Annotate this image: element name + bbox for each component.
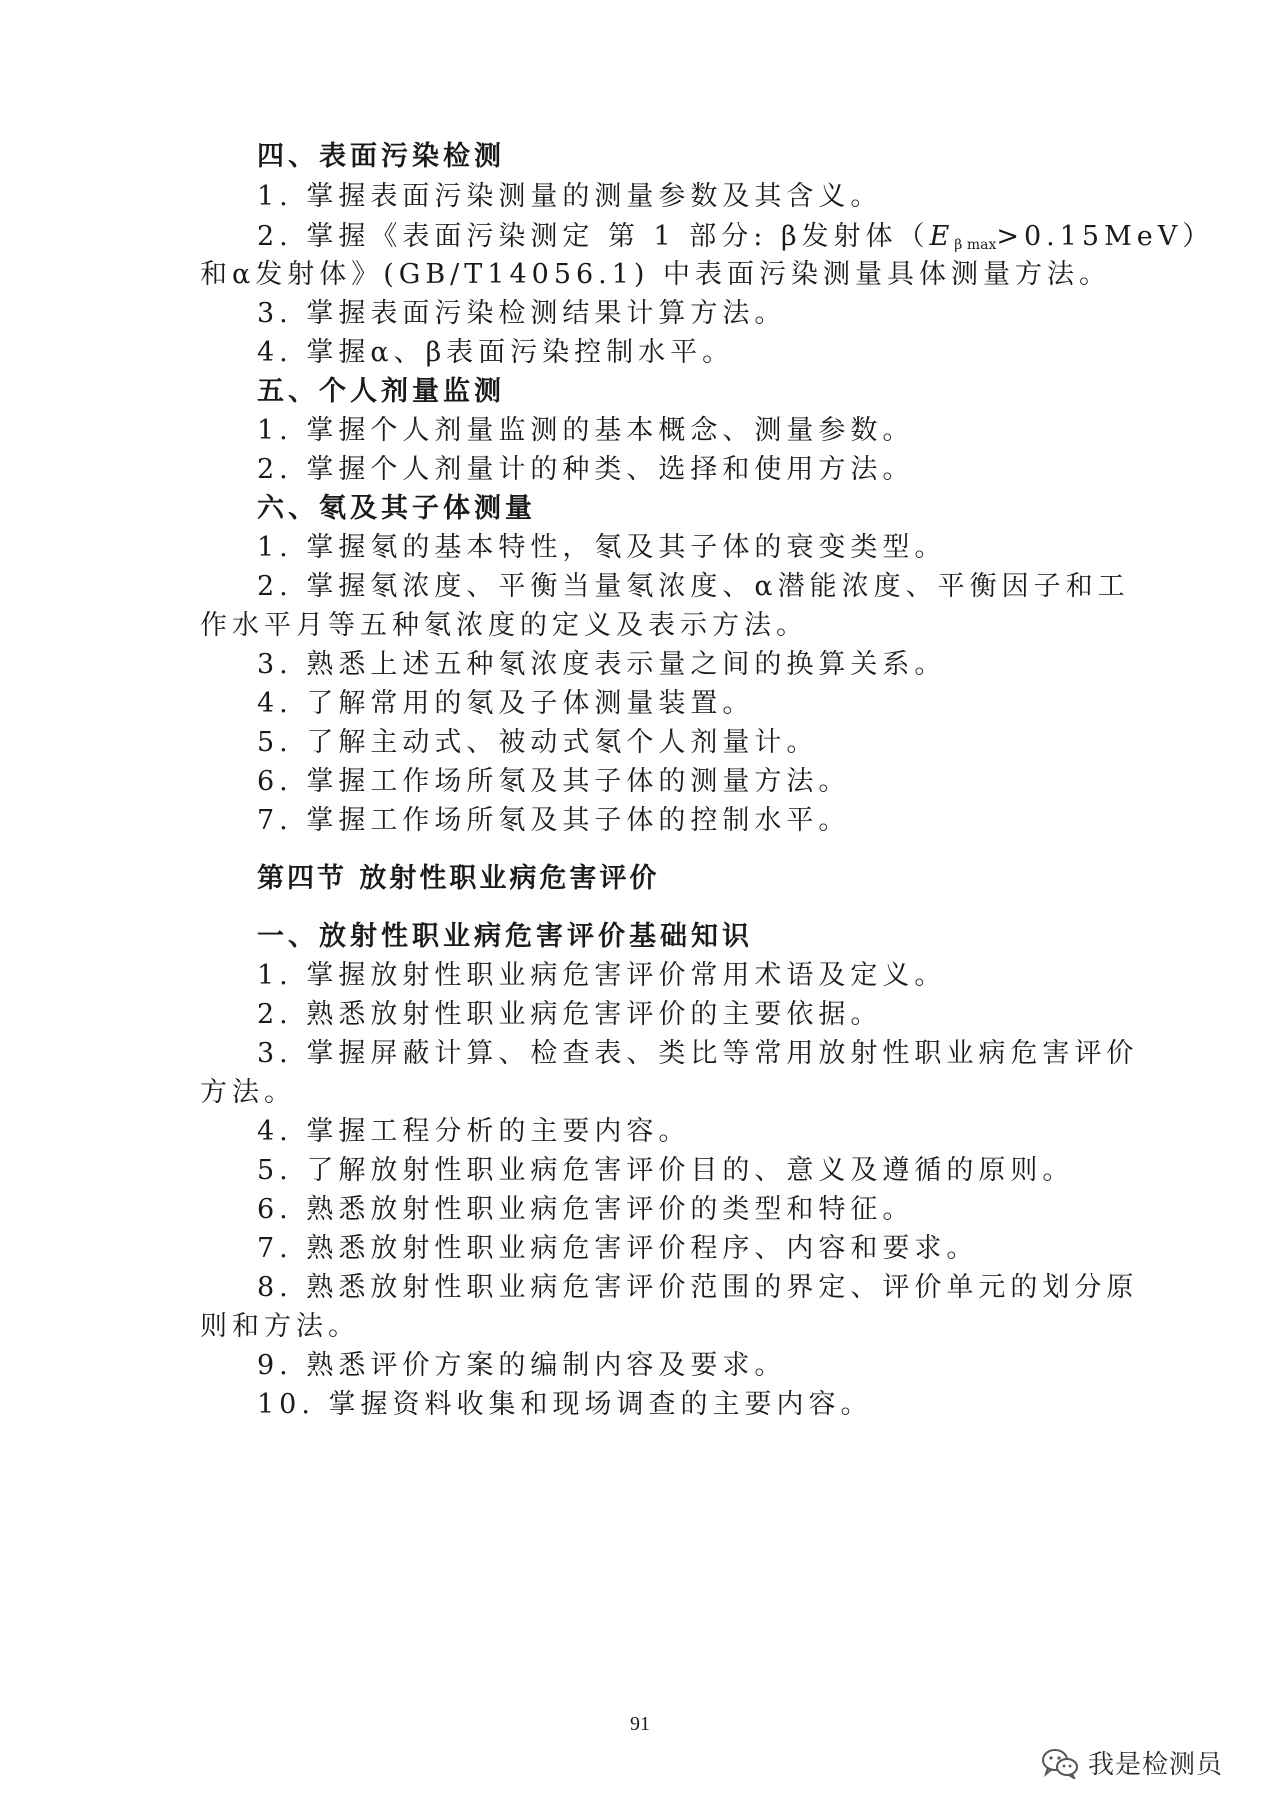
list-item: 7. 掌握工作场所氡及其子体的控制水平。 — [257, 805, 851, 836]
list-item: 1. 掌握放射性职业病危害评价常用术语及定义。 — [257, 960, 947, 991]
list-item — [257, 220, 1215, 254]
list-item-text: >0.15MeV） — [996, 221, 1215, 252]
list-item: 5. 了解放射性职业病危害评价目的、意义及遵循的原则。 — [257, 1155, 1075, 1186]
list-item: 4. 掌握工程分析的主要内容。 — [257, 1116, 691, 1147]
list-item-continuation: 方法。 — [200, 1077, 296, 1108]
section-heading-surface-contamination: 四、表面污染检测 — [257, 141, 505, 172]
list-item: 4. 了解常用的氡及子体测量装置。 — [257, 688, 755, 719]
list-item: 1. 掌握个人剂量监测的基本概念、测量参数。 — [257, 415, 915, 446]
list-item: 10. 掌握资料收集和现场调查的主要内容。 — [257, 1389, 873, 1420]
list-item-continuation: 作水平月等五种氡浓度的定义及表示方法。 — [200, 610, 808, 641]
section-heading-personal-dose: 五、个人剂量监测 — [257, 376, 505, 407]
list-item: 1. 掌握氡的基本特性，氡及其子体的衰变类型。 — [257, 532, 947, 563]
list-item: 2. 掌握个人剂量计的种类、选择和使用方法。 — [257, 454, 915, 485]
list-item: 3. 熟悉上述五种氡浓度表示量之间的换算关系。 — [257, 649, 947, 680]
page-number: 91 — [630, 1713, 650, 1735]
list-item: 5. 了解主动式、被动式氡个人剂量计。 — [257, 727, 819, 758]
list-item-continuation: 则和方法。 — [200, 1311, 360, 1342]
list-item: 1. 掌握表面污染测量的测量参数及其含义。 — [257, 181, 883, 212]
list-item: 6. 熟悉放射性职业病危害评价的类型和特征。 — [257, 1194, 915, 1225]
watermark-text: 我是检测员 — [1088, 1750, 1224, 1780]
section-heading-radon: 六、氡及其子体测量 — [257, 493, 536, 524]
watermark — [1040, 1744, 1223, 1781]
list-item: 7. 熟悉放射性职业病危害评价程序、内容和要求。 — [257, 1233, 979, 1264]
list-item-text: 2. 掌握《表面污染测定 第 1 部分: β发射体（ — [257, 221, 930, 252]
list-item-continuation: 和α发射体》(GB/T14056.1) 中表面污染测量具体测量方法。 — [200, 259, 1112, 290]
section-heading-evaluation-basics: 一、放射性职业病危害评价基础知识 — [257, 921, 753, 952]
list-item: 2. 掌握氡浓度、平衡当量氡浓度、α潜能浓度、平衡因子和工 — [257, 571, 1130, 602]
list-item: 2. 熟悉放射性职业病危害评价的主要依据。 — [257, 999, 883, 1030]
list-item: 3. 掌握屏蔽计算、检查表、类比等常用放射性职业病危害评价 — [257, 1038, 1139, 1069]
wechat-icon — [1040, 1747, 1080, 1779]
list-item: 9. 熟悉评价方案的编制内容及要求。 — [257, 1350, 787, 1381]
list-item: 4. 掌握α、β表面污染控制水平。 — [257, 337, 735, 368]
energy-symbol: E — [929, 221, 955, 252]
energy-subscript: β max — [954, 237, 997, 253]
chapter-title: 第四节 放射性职业病危害评价 — [257, 863, 660, 894]
list-item: 6. 掌握工作场所氡及其子体的测量方法。 — [257, 766, 851, 797]
list-item: 8. 熟悉放射性职业病危害评价范围的界定、评价单元的划分原 — [257, 1272, 1139, 1303]
list-item: 3. 掌握表面污染检测结果计算方法。 — [257, 298, 787, 329]
